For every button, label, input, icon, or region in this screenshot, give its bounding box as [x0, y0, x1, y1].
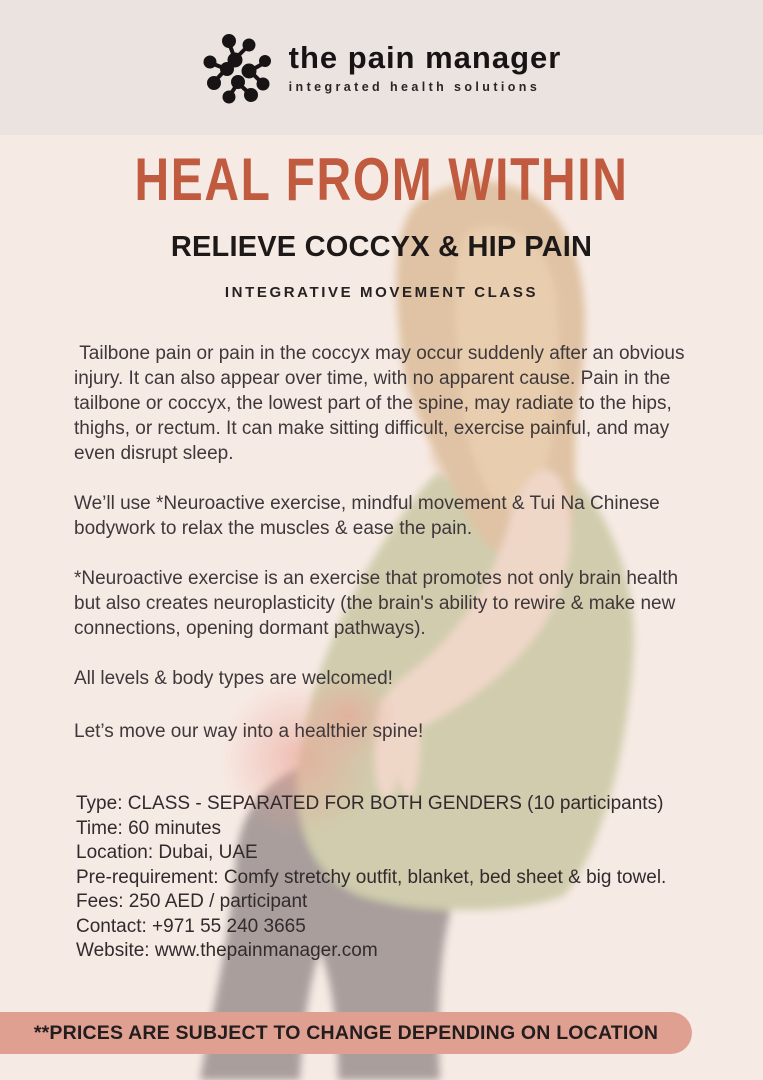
detail-contact-phone: Contact: +971 55 240 3665 — [76, 915, 306, 937]
paragraph-all-levels: All levels & body types are welcomed! — [74, 668, 393, 689]
paragraph-method: We’ll use *Neuroactive exercise, mindful movement & Tui Na Chinese bodywork to relax the muscles & ease the pain. — [74, 493, 666, 539]
detail-time: Time: 60 minutes — [76, 817, 222, 839]
detail-website: Website: www.thepainmanager.com — [76, 940, 378, 961]
page-title: HEAL FROM WITHIN — [134, 146, 629, 213]
logo-text — [288, 39, 562, 94]
detail-fees: Fees: 250 AED / participant — [76, 891, 308, 912]
page-subtitle: RELIEVE COCCYX & HIP PAIN — [170, 231, 593, 263]
detail-location: Location: Dubai, UAE — [76, 842, 258, 863]
class-type-label: INTEGRATIVE MOVEMENT CLASS — [224, 284, 539, 301]
brand-tagline: integrated health solutions — [288, 79, 541, 94]
paragraph-closing: Let’s move our way into a healthier spine! — [74, 721, 424, 742]
detail-pre-requirement: Pre-requirement: Comfy stretchy outfit, blanket, bed sheet & big towel. — [76, 866, 667, 888]
molecule-icon — [202, 31, 276, 105]
class-details — [76, 792, 696, 964]
body-copy — [74, 341, 699, 769]
header — [0, 0, 763, 135]
brand-name: the pain manager — [288, 39, 562, 75]
price-disclaimer-banner — [0, 1012, 692, 1054]
paragraph-neuroactive-note: *Neuroactive exercise is an exercise that promotes not only brain health but also creates neuroplasticity (the brain's ability to rewire & make new connections, opening dormant pathways). — [74, 568, 684, 639]
detail-type: Type: CLASS - SEPARATED FOR BOTH GENDERS (10 participants) — [76, 793, 664, 814]
price-disclaimer-text: **PRICES ARE SUBJECT TO CHANGE DEPENDING ON LOCATION — [33, 1021, 659, 1044]
paragraph-intro: Tailbone pain or pain in the coccyx may occur suddenly after an obvious injury. It can also appear over time, with no apparent cause. Pain in the tailbone or coccyx, the lowest part of the spine, may radiate to the hips, thighs, or rectum. It can make sitting difficult, exercise painful, and may even disrupt sleep. — [74, 343, 690, 464]
